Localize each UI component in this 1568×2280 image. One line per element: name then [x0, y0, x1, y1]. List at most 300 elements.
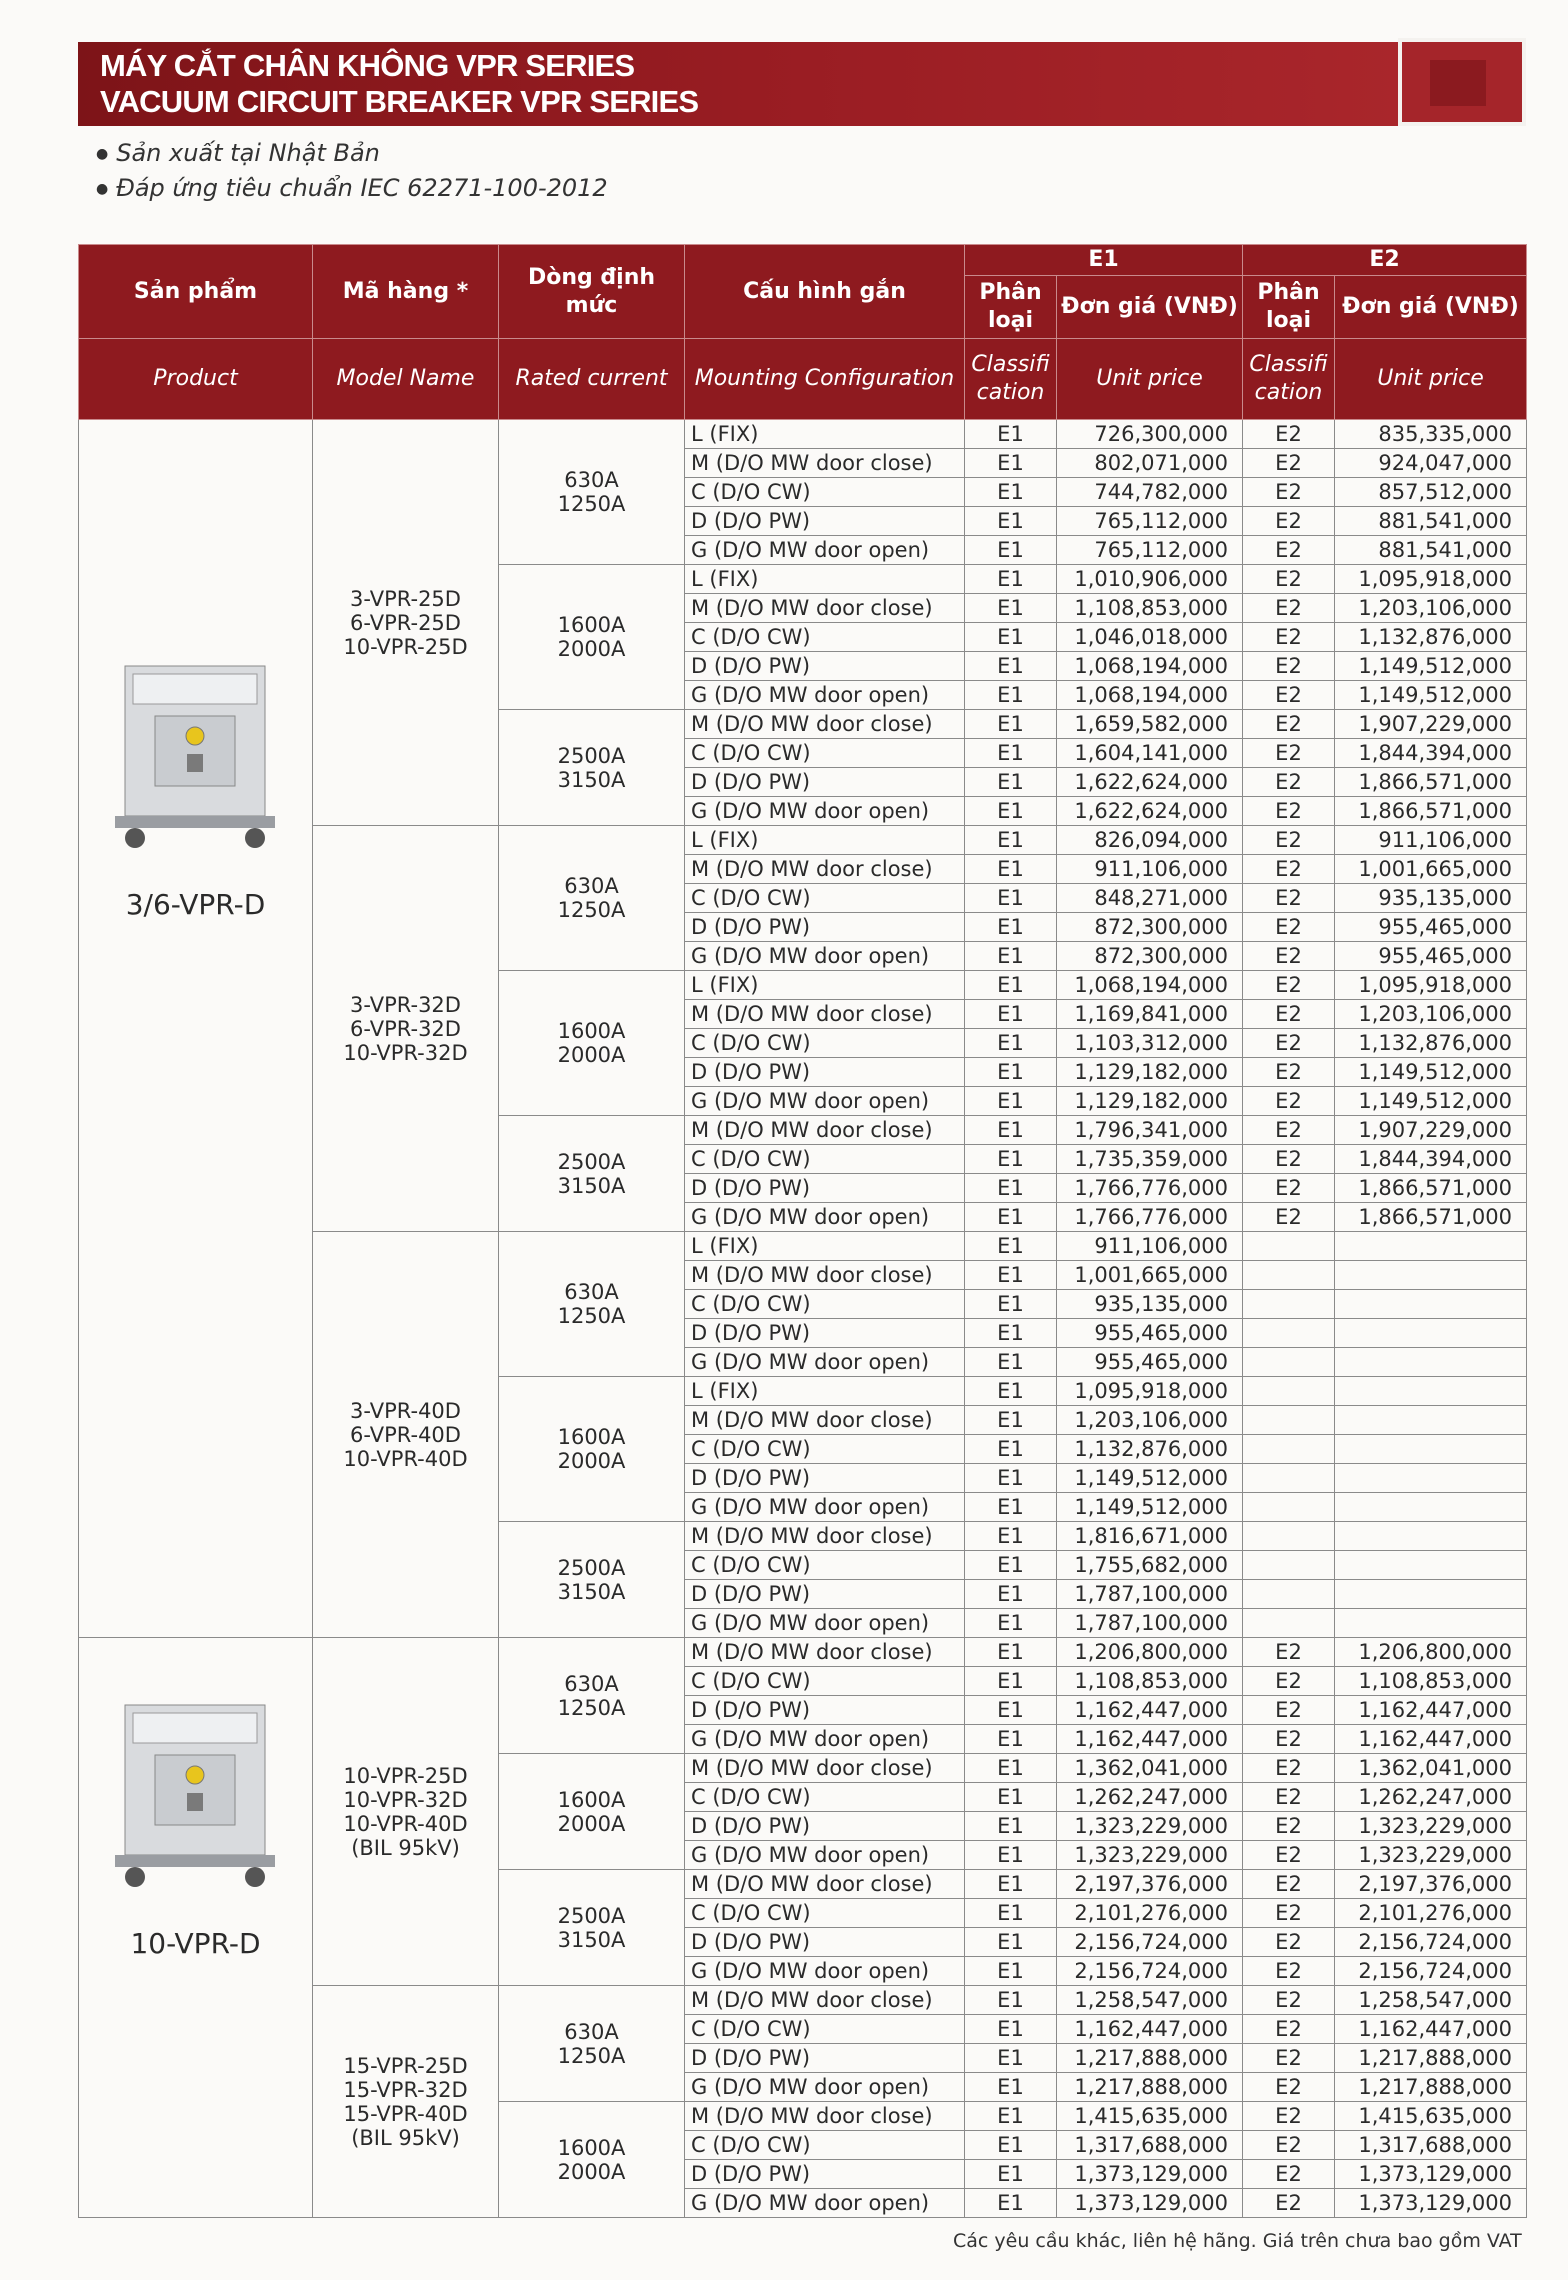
e1-class-cell: E1: [965, 1899, 1057, 1928]
table-row: [79, 1638, 1527, 1667]
e2-class-cell: E2: [1243, 1638, 1335, 1667]
e1-price-cell: 1,149,512,000: [1057, 1464, 1243, 1493]
e2-class-cell: E2: [1243, 2073, 1335, 2102]
e1-class-cell: E1: [965, 1725, 1057, 1754]
e1-price-cell: 955,465,000: [1057, 1319, 1243, 1348]
e2-price-cell: 1,866,571,000: [1335, 1203, 1527, 1232]
e2-price-cell: 955,465,000: [1335, 942, 1527, 971]
e1-class-cell: E1: [965, 1145, 1057, 1174]
e2-class-cell: E2: [1243, 2015, 1335, 2044]
e1-class-cell: E1: [965, 1841, 1057, 1870]
e2-price-cell: 1,149,512,000: [1335, 652, 1527, 681]
e1-price-cell: 1,816,671,000: [1057, 1522, 1243, 1551]
e2-price-cell: 1,149,512,000: [1335, 1058, 1527, 1087]
e2-price-cell: [1335, 1493, 1527, 1522]
mounting-cell: C (D/O CW): [685, 2131, 965, 2160]
title-vi: MÁY CẮT CHÂN KHÔNG VPR SERIES: [100, 48, 635, 83]
e1-price-cell: 955,465,000: [1057, 1348, 1243, 1377]
e2-class-cell: E2: [1243, 623, 1335, 652]
e2-class-cell: [1243, 1522, 1335, 1551]
e1-class-cell: E1: [965, 971, 1057, 1000]
breaker-illustration: [95, 1695, 295, 1895]
e2-class-cell: E2: [1243, 1203, 1335, 1232]
e2-class-cell: E2: [1243, 884, 1335, 913]
mounting-cell: C (D/O CW): [685, 739, 965, 768]
e2-class-cell: E2: [1243, 855, 1335, 884]
e2-price-cell: [1335, 1319, 1527, 1348]
e1-class-cell: E1: [965, 2073, 1057, 2102]
mounting-cell: D (D/O PW): [685, 1319, 965, 1348]
e2-price-cell: 1,373,129,000: [1335, 2160, 1527, 2189]
e1-price-cell: 1,108,853,000: [1057, 594, 1243, 623]
e2-class-cell: [1243, 1232, 1335, 1261]
e2-price-cell: 1,844,394,000: [1335, 739, 1527, 768]
title-en: VACUUM CIRCUIT BREAKER VPR SERIES: [100, 84, 699, 119]
e1-class-cell: E1: [965, 739, 1057, 768]
e2-class-cell: E2: [1243, 2131, 1335, 2160]
e1-price-cell: 1,203,106,000: [1057, 1406, 1243, 1435]
rated-current-cell: 1600A 2000A: [499, 971, 685, 1116]
e1-class-cell: E1: [965, 768, 1057, 797]
e2-class-cell: E2: [1243, 1928, 1335, 1957]
e1-price-cell: 802,071,000: [1057, 449, 1243, 478]
e1-class-cell: E1: [965, 2044, 1057, 2073]
mounting-cell: L (FIX): [685, 1232, 965, 1261]
e2-class-cell: E2: [1243, 1029, 1335, 1058]
e2-price-cell: [1335, 1232, 1527, 1261]
mounting-cell: G (D/O MW door open): [685, 1957, 965, 1986]
e1-price-cell: 1,622,624,000: [1057, 768, 1243, 797]
e1-class-cell: E1: [965, 1029, 1057, 1058]
feature-list: [96, 138, 608, 208]
e2-class-cell: E2: [1243, 1174, 1335, 1203]
rated-current-cell: 1600A 2000A: [499, 1754, 685, 1870]
e1-class-cell: E1: [965, 1551, 1057, 1580]
e2-price-cell: 1,095,918,000: [1335, 565, 1527, 594]
e2-price-cell: 881,541,000: [1335, 507, 1527, 536]
mounting-cell: G (D/O MW door open): [685, 1348, 965, 1377]
mounting-cell: M (D/O MW door close): [685, 710, 965, 739]
table-row: [79, 420, 1527, 449]
mounting-cell: D (D/O PW): [685, 652, 965, 681]
e2-class-cell: E2: [1243, 1783, 1335, 1812]
header-mount: Cấu hình gắn: [685, 245, 965, 339]
e2-price-cell: 1,108,853,000: [1335, 1667, 1527, 1696]
mounting-cell: G (D/O MW door open): [685, 1087, 965, 1116]
e2-class-cell: E2: [1243, 1986, 1335, 2015]
e1-class-cell: E1: [965, 1232, 1057, 1261]
mounting-cell: C (D/O CW): [685, 1899, 965, 1928]
banner-badge-square: [1430, 60, 1486, 106]
e2-class-cell: E2: [1243, 1899, 1335, 1928]
e2-class-cell: E2: [1243, 652, 1335, 681]
mounting-cell: C (D/O CW): [685, 884, 965, 913]
mounting-cell: L (FIX): [685, 420, 965, 449]
rated-current-cell: 630A 1250A: [499, 1232, 685, 1377]
e2-price-cell: 881,541,000: [1335, 536, 1527, 565]
mounting-cell: L (FIX): [685, 1377, 965, 1406]
e2-price-cell: 1,162,447,000: [1335, 2015, 1527, 2044]
mounting-cell: M (D/O MW door close): [685, 1116, 965, 1145]
header-e2-class: Phân loại: [1243, 276, 1335, 339]
e2-class-cell: [1243, 1261, 1335, 1290]
rated-current-cell: 630A 1250A: [499, 1986, 685, 2102]
e1-price-cell: 1,068,194,000: [1057, 971, 1243, 1000]
mounting-cell: D (D/O PW): [685, 913, 965, 942]
mounting-cell: G (D/O MW door open): [685, 1493, 965, 1522]
e2-price-cell: [1335, 1580, 1527, 1609]
mounting-cell: G (D/O MW door open): [685, 797, 965, 826]
header-e1-class-en: Classifi cation: [965, 339, 1057, 420]
e2-price-cell: 1,095,918,000: [1335, 971, 1527, 1000]
e2-class-cell: E2: [1243, 1957, 1335, 1986]
e1-price-cell: 765,112,000: [1057, 536, 1243, 565]
e2-price-cell: 857,512,000: [1335, 478, 1527, 507]
e1-class-cell: E1: [965, 2102, 1057, 2131]
e1-class-cell: E1: [965, 507, 1057, 536]
feature-standard: ● Đáp ứng tiêu chuẩn IEC 62271-100-2012: [96, 173, 608, 208]
e1-price-cell: 2,156,724,000: [1057, 1957, 1243, 1986]
rated-current-cell: 630A 1250A: [499, 1638, 685, 1754]
mounting-cell: M (D/O MW door close): [685, 855, 965, 884]
e2-price-cell: 1,373,129,000: [1335, 2189, 1527, 2218]
e2-price-cell: 1,203,106,000: [1335, 594, 1527, 623]
e2-class-cell: E2: [1243, 536, 1335, 565]
e1-class-cell: E1: [965, 826, 1057, 855]
e1-class-cell: E1: [965, 1087, 1057, 1116]
e1-price-cell: 1,169,841,000: [1057, 1000, 1243, 1029]
e1-price-cell: 1,162,447,000: [1057, 2015, 1243, 2044]
model-cell: 3-VPR-25D 6-VPR-25D 10-VPR-25D: [313, 420, 499, 826]
e1-class-cell: E1: [965, 942, 1057, 971]
e1-class-cell: E1: [965, 1754, 1057, 1783]
mounting-cell: G (D/O MW door open): [685, 1203, 965, 1232]
e2-price-cell: 1,317,688,000: [1335, 2131, 1527, 2160]
e1-price-cell: 1,217,888,000: [1057, 2073, 1243, 2102]
rated-current-cell: 1600A 2000A: [499, 1377, 685, 1522]
e1-price-cell: 1,787,100,000: [1057, 1580, 1243, 1609]
product-image: [89, 656, 301, 866]
rated-current-cell: 2500A 3150A: [499, 1522, 685, 1638]
product-cell: [79, 420, 313, 1638]
e1-price-cell: 1,415,635,000: [1057, 2102, 1243, 2131]
e2-class-cell: E2: [1243, 449, 1335, 478]
e2-price-cell: 2,156,724,000: [1335, 1928, 1527, 1957]
e2-class-cell: E2: [1243, 420, 1335, 449]
e2-class-cell: E2: [1243, 1696, 1335, 1725]
mounting-cell: G (D/O MW door open): [685, 681, 965, 710]
mounting-cell: C (D/O CW): [685, 478, 965, 507]
e2-class-cell: E2: [1243, 2189, 1335, 2218]
e2-class-cell: [1243, 1348, 1335, 1377]
mounting-cell: G (D/O MW door open): [685, 1725, 965, 1754]
e2-price-cell: [1335, 1377, 1527, 1406]
mounting-cell: D (D/O PW): [685, 768, 965, 797]
e2-class-cell: E2: [1243, 1725, 1335, 1754]
feature-origin: ● Sản xuất tại Nhật Bản: [96, 138, 608, 173]
e2-price-cell: 1,001,665,000: [1335, 855, 1527, 884]
product-name: 3/6-VPR-D: [125, 888, 266, 922]
e1-price-cell: 1,162,447,000: [1057, 1696, 1243, 1725]
e1-class-cell: E1: [965, 884, 1057, 913]
e2-price-cell: [1335, 1261, 1527, 1290]
e2-price-cell: 1,866,571,000: [1335, 1174, 1527, 1203]
mounting-cell: C (D/O CW): [685, 1435, 965, 1464]
mounting-cell: D (D/O PW): [685, 1696, 965, 1725]
header-e1-price-en: Unit price: [1057, 339, 1243, 420]
e1-class-cell: E1: [965, 1957, 1057, 1986]
e1-class-cell: E1: [965, 1435, 1057, 1464]
e1-price-cell: 1,755,682,000: [1057, 1551, 1243, 1580]
e2-price-cell: 1,415,635,000: [1335, 2102, 1527, 2131]
mounting-cell: M (D/O MW door close): [685, 594, 965, 623]
mounting-cell: M (D/O MW door close): [685, 1986, 965, 2015]
e2-class-cell: E2: [1243, 1754, 1335, 1783]
e2-class-cell: E2: [1243, 681, 1335, 710]
e1-price-cell: 1,010,906,000: [1057, 565, 1243, 594]
e1-price-cell: 1,217,888,000: [1057, 2044, 1243, 2073]
header-e2-price-en: Unit price: [1335, 339, 1527, 420]
e1-price-cell: 848,271,000: [1057, 884, 1243, 913]
header-mount-en: Mounting Configuration: [685, 339, 965, 420]
e1-class-cell: E1: [965, 797, 1057, 826]
e2-price-cell: 1,217,888,000: [1335, 2044, 1527, 2073]
mounting-cell: L (FIX): [685, 565, 965, 594]
e2-class-cell: E2: [1243, 2160, 1335, 2189]
e2-class-cell: E2: [1243, 2102, 1335, 2131]
e2-price-cell: 1,149,512,000: [1335, 681, 1527, 710]
e2-class-cell: E2: [1243, 1000, 1335, 1029]
e2-price-cell: [1335, 1290, 1527, 1319]
e2-class-cell: E2: [1243, 1145, 1335, 1174]
e2-class-cell: E2: [1243, 971, 1335, 1000]
e2-class-cell: E2: [1243, 768, 1335, 797]
e2-price-cell: 2,156,724,000: [1335, 1957, 1527, 1986]
e1-class-cell: E1: [965, 1406, 1057, 1435]
e1-class-cell: E1: [965, 1609, 1057, 1638]
e1-class-cell: E1: [965, 1580, 1057, 1609]
e1-class-cell: E1: [965, 536, 1057, 565]
mounting-cell: M (D/O MW door close): [685, 1522, 965, 1551]
e1-class-cell: E1: [965, 1174, 1057, 1203]
e2-class-cell: E2: [1243, 1058, 1335, 1087]
e1-class-cell: E1: [965, 1464, 1057, 1493]
e1-class-cell: E1: [965, 2160, 1057, 2189]
e1-price-cell: 1,766,776,000: [1057, 1203, 1243, 1232]
e1-price-cell: 1,046,018,000: [1057, 623, 1243, 652]
header-rated-en: Rated current: [499, 339, 685, 420]
mounting-cell: C (D/O CW): [685, 1029, 965, 1058]
rated-current-cell: 2500A 3150A: [499, 1116, 685, 1232]
e1-class-cell: E1: [965, 681, 1057, 710]
e1-class-cell: E1: [965, 1638, 1057, 1667]
e2-class-cell: E2: [1243, 565, 1335, 594]
e1-price-cell: 1,323,229,000: [1057, 1841, 1243, 1870]
e1-price-cell: 1,103,312,000: [1057, 1029, 1243, 1058]
e2-price-cell: 1,262,247,000: [1335, 1783, 1527, 1812]
e1-class-cell: E1: [965, 1928, 1057, 1957]
e1-price-cell: 1,766,776,000: [1057, 1174, 1243, 1203]
e2-class-cell: E2: [1243, 1841, 1335, 1870]
e1-price-cell: 826,094,000: [1057, 826, 1243, 855]
e2-class-cell: [1243, 1406, 1335, 1435]
e2-price-cell: 1,362,041,000: [1335, 1754, 1527, 1783]
e1-class-cell: E1: [965, 1203, 1057, 1232]
mounting-cell: M (D/O MW door close): [685, 1261, 965, 1290]
e1-class-cell: E1: [965, 420, 1057, 449]
mounting-cell: D (D/O PW): [685, 1174, 965, 1203]
mounting-cell: C (D/O CW): [685, 2015, 965, 2044]
e2-class-cell: [1243, 1609, 1335, 1638]
e1-price-cell: 765,112,000: [1057, 507, 1243, 536]
e1-class-cell: E1: [965, 2015, 1057, 2044]
e1-price-cell: 1,068,194,000: [1057, 652, 1243, 681]
mounting-cell: C (D/O CW): [685, 623, 965, 652]
header-rated: Dòng định mức: [499, 245, 685, 339]
e1-price-cell: 1,317,688,000: [1057, 2131, 1243, 2160]
e2-price-cell: 835,335,000: [1335, 420, 1527, 449]
header-e2-class-en: Classifi cation: [1243, 339, 1335, 420]
e2-price-cell: [1335, 1609, 1527, 1638]
header-e1-class: Phân loại: [965, 276, 1057, 339]
e1-price-cell: 1,787,100,000: [1057, 1609, 1243, 1638]
header-e2-price: Đơn giá (VNĐ): [1335, 276, 1527, 339]
mounting-cell: C (D/O CW): [685, 1145, 965, 1174]
e2-class-cell: [1243, 1580, 1335, 1609]
e2-price-cell: 1,162,447,000: [1335, 1725, 1527, 1754]
mounting-cell: D (D/O PW): [685, 1812, 965, 1841]
e1-price-cell: 1,258,547,000: [1057, 1986, 1243, 2015]
banner-badge: [1398, 38, 1526, 126]
e2-class-cell: E2: [1243, 942, 1335, 971]
mounting-cell: M (D/O MW door close): [685, 1754, 965, 1783]
e2-price-cell: [1335, 1464, 1527, 1493]
e2-class-cell: E2: [1243, 507, 1335, 536]
e2-price-cell: 1,206,800,000: [1335, 1638, 1527, 1667]
e2-price-cell: 1,149,512,000: [1335, 1087, 1527, 1116]
e1-price-cell: 1,604,141,000: [1057, 739, 1243, 768]
e2-price-cell: [1335, 1348, 1527, 1377]
e2-price-cell: 1,844,394,000: [1335, 1145, 1527, 1174]
e1-price-cell: 911,106,000: [1057, 1232, 1243, 1261]
e1-price-cell: 1,362,041,000: [1057, 1754, 1243, 1783]
e2-class-cell: [1243, 1319, 1335, 1348]
rated-current-cell: 2500A 3150A: [499, 710, 685, 826]
e1-price-cell: 726,300,000: [1057, 420, 1243, 449]
e2-class-cell: [1243, 1551, 1335, 1580]
mounting-cell: C (D/O CW): [685, 1783, 965, 1812]
product-name: 10-VPR-D: [130, 1927, 261, 1961]
e1-price-cell: 1,129,182,000: [1057, 1087, 1243, 1116]
e2-class-cell: E2: [1243, 826, 1335, 855]
rated-current-cell: 1600A 2000A: [499, 2102, 685, 2218]
e1-class-cell: E1: [965, 1667, 1057, 1696]
e1-class-cell: E1: [965, 1812, 1057, 1841]
e1-price-cell: 1,129,182,000: [1057, 1058, 1243, 1087]
mounting-cell: D (D/O PW): [685, 507, 965, 536]
e1-class-cell: E1: [965, 1290, 1057, 1319]
mounting-cell: C (D/O CW): [685, 1290, 965, 1319]
e1-class-cell: E1: [965, 1116, 1057, 1145]
e2-class-cell: E2: [1243, 478, 1335, 507]
mounting-cell: D (D/O PW): [685, 2160, 965, 2189]
e2-price-cell: 1,907,229,000: [1335, 1116, 1527, 1145]
e2-price-cell: 911,106,000: [1335, 826, 1527, 855]
e1-price-cell: 935,135,000: [1057, 1290, 1243, 1319]
header-e1: E1: [965, 245, 1243, 276]
e1-price-cell: 1,622,624,000: [1057, 797, 1243, 826]
e2-price-cell: 1,132,876,000: [1335, 1029, 1527, 1058]
e1-class-cell: E1: [965, 1522, 1057, 1551]
rated-current-cell: 630A 1250A: [499, 420, 685, 565]
price-table: [78, 244, 1527, 2218]
e1-class-cell: E1: [965, 594, 1057, 623]
e1-class-cell: E1: [965, 623, 1057, 652]
e1-class-cell: E1: [965, 478, 1057, 507]
e1-class-cell: E1: [965, 1058, 1057, 1087]
mounting-cell: G (D/O MW door open): [685, 942, 965, 971]
e1-price-cell: 1,132,876,000: [1057, 1435, 1243, 1464]
mounting-cell: G (D/O MW door open): [685, 1609, 965, 1638]
e2-price-cell: 1,203,106,000: [1335, 1000, 1527, 1029]
e2-price-cell: 955,465,000: [1335, 913, 1527, 942]
e1-class-cell: E1: [965, 2131, 1057, 2160]
header-e2: E2: [1243, 245, 1527, 276]
e1-price-cell: 1,162,447,000: [1057, 1725, 1243, 1754]
e2-class-cell: E2: [1243, 1667, 1335, 1696]
e2-class-cell: [1243, 1493, 1335, 1522]
e2-price-cell: 1,866,571,000: [1335, 797, 1527, 826]
e2-price-cell: 935,135,000: [1335, 884, 1527, 913]
e1-price-cell: 872,300,000: [1057, 913, 1243, 942]
e1-price-cell: 1,659,582,000: [1057, 710, 1243, 739]
header-e1-price: Đơn giá (VNĐ): [1057, 276, 1243, 339]
e2-class-cell: E2: [1243, 2044, 1335, 2073]
e1-class-cell: E1: [965, 1377, 1057, 1406]
e1-price-cell: 2,156,724,000: [1057, 1928, 1243, 1957]
e2-class-cell: E2: [1243, 739, 1335, 768]
e2-price-cell: 1,162,447,000: [1335, 1696, 1527, 1725]
e1-price-cell: 1,373,129,000: [1057, 2160, 1243, 2189]
header-product-en: Product: [79, 339, 313, 420]
mounting-cell: G (D/O MW door open): [685, 536, 965, 565]
e1-price-cell: 1,108,853,000: [1057, 1667, 1243, 1696]
e2-class-cell: E2: [1243, 1812, 1335, 1841]
mounting-cell: D (D/O PW): [685, 1580, 965, 1609]
mounting-cell: M (D/O MW door close): [685, 2102, 965, 2131]
e1-class-cell: E1: [965, 449, 1057, 478]
e1-price-cell: 1,735,359,000: [1057, 1145, 1243, 1174]
e1-class-cell: E1: [965, 710, 1057, 739]
e1-class-cell: E1: [965, 1986, 1057, 2015]
rated-current-cell: 2500A 3150A: [499, 1870, 685, 1986]
mounting-cell: C (D/O CW): [685, 1667, 965, 1696]
e1-class-cell: E1: [965, 1696, 1057, 1725]
model-cell: 10-VPR-25D 10-VPR-32D 10-VPR-40D (BIL 95kV): [313, 1638, 499, 1986]
e2-price-cell: 1,323,229,000: [1335, 1841, 1527, 1870]
e2-class-cell: E2: [1243, 797, 1335, 826]
e2-class-cell: E2: [1243, 913, 1335, 942]
product-image: [89, 1695, 301, 1905]
e1-class-cell: E1: [965, 565, 1057, 594]
mounting-cell: G (D/O MW door open): [685, 1841, 965, 1870]
breaker-illustration: [95, 656, 295, 856]
mounting-cell: M (D/O MW door close): [685, 449, 965, 478]
e1-class-cell: E1: [965, 855, 1057, 884]
e2-price-cell: 1,217,888,000: [1335, 2073, 1527, 2102]
e1-price-cell: 2,197,376,000: [1057, 1870, 1243, 1899]
e1-class-cell: E1: [965, 1870, 1057, 1899]
